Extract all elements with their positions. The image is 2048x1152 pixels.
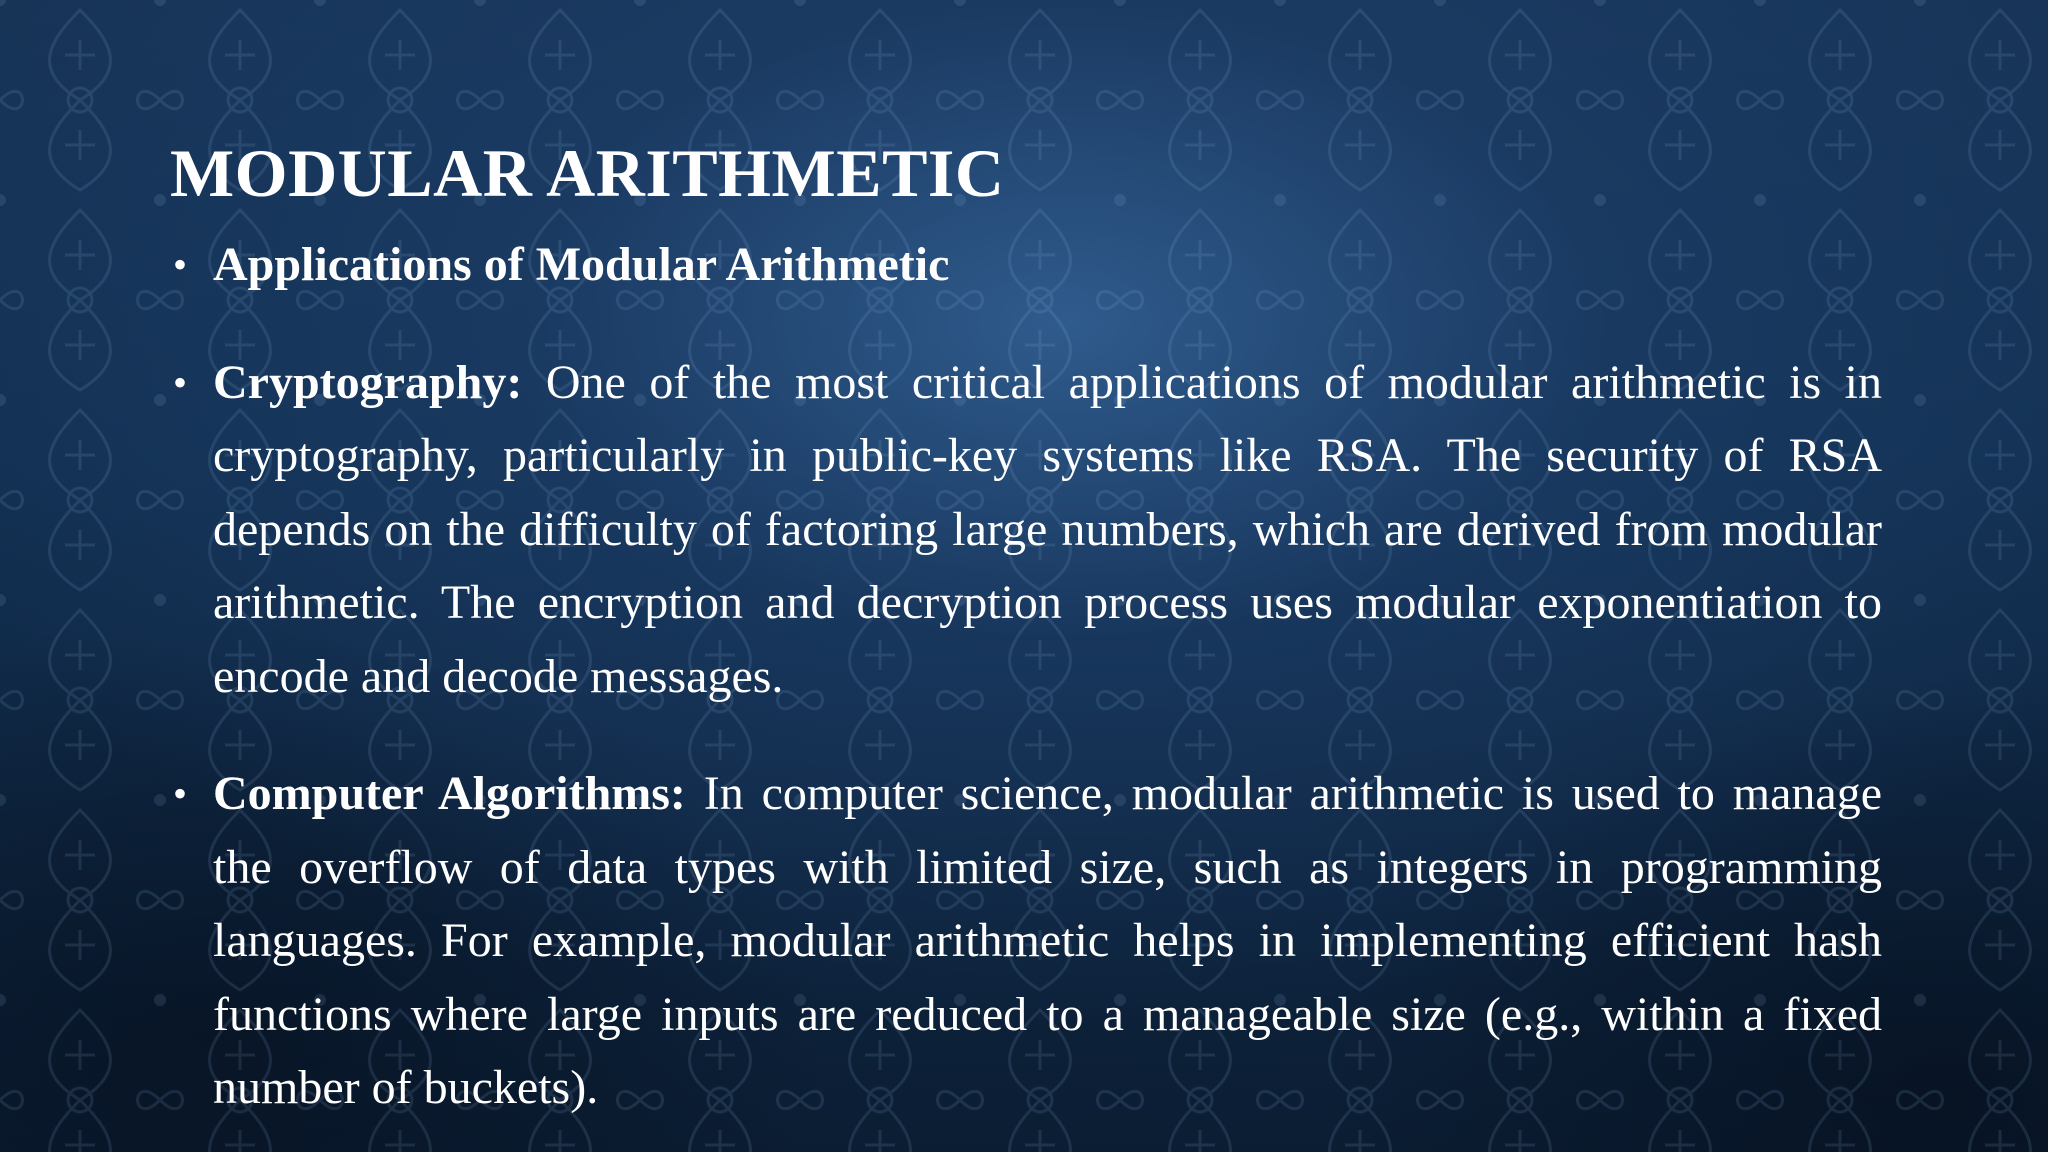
bullet-lead: Cryptography:: [213, 355, 523, 409]
bullet-dot-icon: •: [173, 242, 188, 287]
bullet-lead: Computer Algorithms:: [213, 767, 686, 820]
bullet-dot-icon: •: [173, 359, 188, 405]
bullet-text: In computer science, modular arithmetic is used to manage the overflow of data types with limited size, such as integers in programming languages. For example, modular arithmetic helps in implementing efficient hash functions where large inputs are reduced to a manageable size (e.g., within a fixed number of buckets).: [213, 767, 1882, 1114]
slide-title: MODULAR ARITHMETIC: [170, 135, 1005, 211]
bullet-list: [170, 228, 1882, 1125]
bullet-item-cryptography: [170, 346, 1882, 714]
bullet-dot-icon: •: [173, 771, 188, 816]
bullet-item-applications-heading: [170, 228, 1882, 302]
bullet-text: One of the most critical applications of modular arithmetic is in cryptography, particularly in public-key systems like RSA. The security of RSA depends on the difficulty of factoring large numbers, which are derived from modular arithmetic. The encryption and decryption process uses modular exponentiation to encode and decode messages.: [213, 355, 1882, 703]
bullet-lead: Applications of Modular Arithmetic: [213, 238, 950, 291]
bullet-item-computer-algorithms: [170, 757, 1882, 1125]
